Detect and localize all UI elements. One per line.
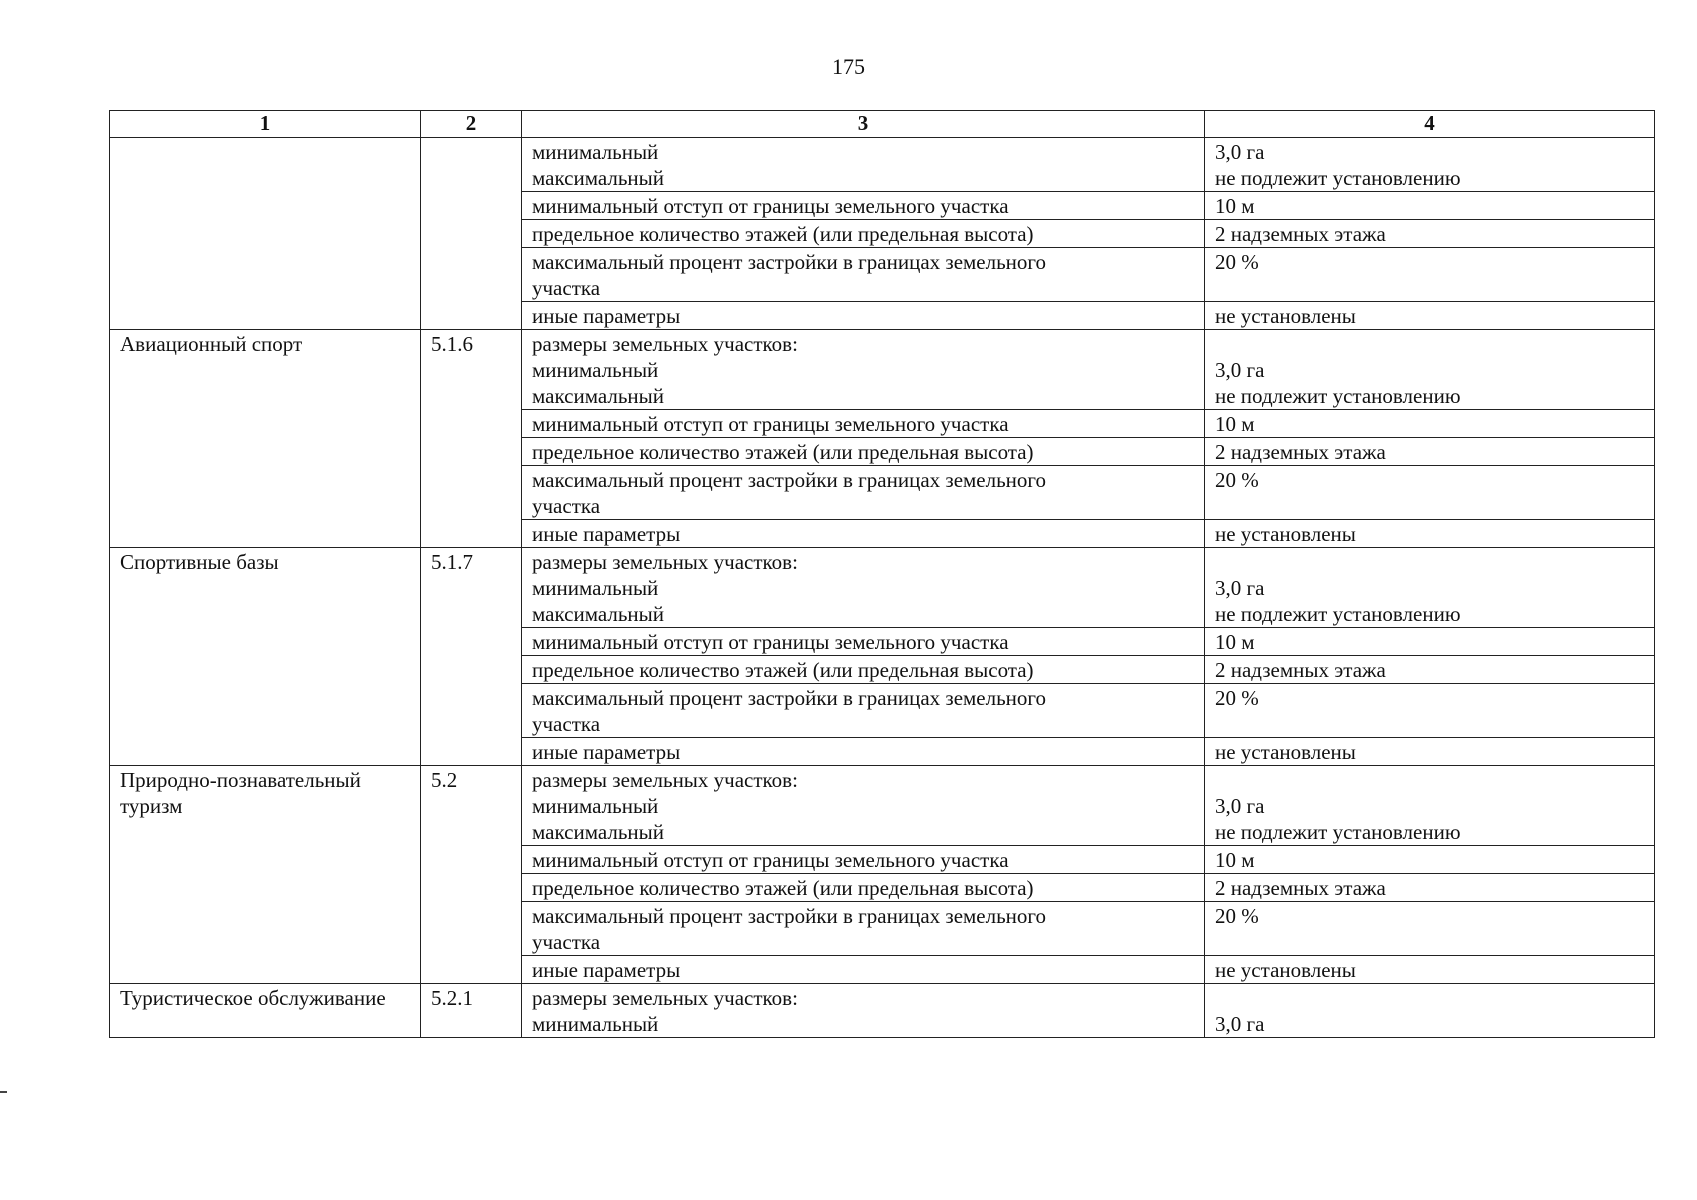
param-min-label: минимальный — [532, 1012, 659, 1036]
param-setback-label: минимальный отступ от границы земельного участка — [522, 410, 1205, 438]
value-min: 3,0 га — [1215, 1012, 1265, 1036]
value-setback: 10 м — [1205, 628, 1655, 656]
page-number: 175 — [832, 54, 865, 79]
param-sizes-label: размеры земельных участков: — [532, 332, 798, 356]
use-name-cell: Авиационный спорт — [110, 330, 421, 548]
param-setback-label: минимальный отступ от границы земельного участка — [522, 628, 1205, 656]
param-size-cell — [522, 766, 1205, 846]
table-row — [110, 138, 1655, 192]
param-max-label: максимальный — [532, 166, 664, 190]
param-coverage-label-line2: участка — [532, 930, 601, 954]
value-min: 3,0 га — [1215, 358, 1265, 382]
value-max: не подлежит установлению — [1215, 166, 1461, 190]
use-code-cell: 5.1.7 — [421, 548, 522, 766]
use-code-cell: 5.2.1 — [421, 984, 522, 1038]
use-code-cell — [421, 138, 522, 330]
value-floors: 2 надземных этажа — [1205, 874, 1655, 902]
header-row — [110, 111, 1655, 138]
use-name-cell: Спортивные базы — [110, 548, 421, 766]
value-other: не установлены — [1205, 302, 1655, 330]
use-name-cell — [110, 138, 421, 330]
param-sizes-label: размеры земельных участков: — [532, 768, 798, 792]
value-coverage: 20 % — [1205, 902, 1655, 956]
use-name-cell: Туристическое обслуживание — [110, 984, 421, 1038]
value-size-cell — [1205, 766, 1655, 846]
value-max: не подлежит установлению — [1215, 820, 1461, 844]
param-max-label: максимальный — [532, 384, 664, 408]
land-use-parameters-table — [109, 110, 1655, 1038]
value-coverage: 20 % — [1205, 248, 1655, 302]
param-size-cell — [522, 330, 1205, 410]
table-row — [110, 984, 1655, 1038]
param-min-label: минимальный — [532, 358, 659, 382]
param-coverage-cell — [522, 466, 1205, 520]
param-min-label: минимальный — [532, 794, 659, 818]
table-row — [110, 766, 1655, 846]
value-other: не установлены — [1205, 738, 1655, 766]
param-other-label: иные параметры — [522, 302, 1205, 330]
param-floors-label: предельное количество этажей (или предельная высота) — [522, 438, 1205, 466]
param-coverage-label-line1: максимальный процент застройки в границах земельного — [532, 250, 1047, 274]
param-coverage-label-line1: максимальный процент застройки в границах земельного — [532, 904, 1047, 928]
param-setback-label: минимальный отступ от границы земельного участка — [522, 192, 1205, 220]
param-coverage-label-line2: участка — [532, 276, 601, 300]
value-min: 3,0 га — [1215, 576, 1265, 600]
param-size-cell — [522, 138, 1205, 192]
value-max: не подлежит установлению — [1215, 384, 1461, 408]
value-min: 3,0 га — [1215, 140, 1265, 164]
header-col-4: 4 — [1205, 111, 1655, 138]
param-coverage-label-line2: участка — [532, 712, 601, 736]
value-max: не подлежит установлению — [1215, 602, 1461, 626]
value-setback: 10 м — [1205, 192, 1655, 220]
use-code-cell: 5.2 — [421, 766, 522, 984]
header-col-3: 3 — [522, 111, 1205, 138]
value-size-cell — [1205, 330, 1655, 410]
table-row — [110, 548, 1655, 628]
param-other-label: иные параметры — [522, 520, 1205, 548]
value-floors: 2 надземных этажа — [1205, 656, 1655, 684]
value-setback: 10 м — [1205, 410, 1655, 438]
value-coverage: 20 % — [1205, 684, 1655, 738]
header-col-1: 1 — [110, 111, 421, 138]
param-coverage-label-line1: максимальный процент застройки в границах земельного — [532, 686, 1047, 710]
param-min-label: минимальный — [532, 140, 659, 164]
param-setback-label: минимальный отступ от границы земельного участка — [522, 846, 1205, 874]
param-other-label: иные параметры — [522, 738, 1205, 766]
param-size-cell — [522, 548, 1205, 628]
margin-mark — [0, 1091, 7, 1093]
value-size-cell — [1205, 138, 1655, 192]
header-col-2: 2 — [421, 111, 522, 138]
value-coverage: 20 % — [1205, 466, 1655, 520]
param-floors-label: предельное количество этажей (или предельная высота) — [522, 656, 1205, 684]
param-size-cell — [522, 984, 1205, 1038]
value-other: не установлены — [1205, 520, 1655, 548]
value-floors: 2 надземных этажа — [1205, 220, 1655, 248]
param-max-label: максимальный — [532, 602, 664, 626]
param-coverage-cell — [522, 902, 1205, 956]
param-coverage-label-line1: максимальный процент застройки в границах земельного — [532, 468, 1047, 492]
param-other-label: иные параметры — [522, 956, 1205, 984]
value-size-cell — [1205, 984, 1655, 1038]
param-coverage-cell — [522, 684, 1205, 738]
param-coverage-label-line2: участка — [532, 494, 601, 518]
param-min-label: минимальный — [532, 576, 659, 600]
use-name-cell: Природно-познавательный туризм — [110, 766, 421, 984]
table-row — [110, 330, 1655, 410]
param-floors-label: предельное количество этажей (или предельная высота) — [522, 220, 1205, 248]
value-size-cell — [1205, 548, 1655, 628]
param-max-label: максимальный — [532, 820, 664, 844]
value-min: 3,0 га — [1215, 794, 1265, 818]
value-setback: 10 м — [1205, 846, 1655, 874]
param-sizes-label: размеры земельных участков: — [532, 986, 798, 1010]
param-sizes-label: размеры земельных участков: — [532, 550, 798, 574]
param-coverage-cell — [522, 248, 1205, 302]
use-code-cell: 5.1.6 — [421, 330, 522, 548]
value-other: не установлены — [1205, 956, 1655, 984]
value-floors: 2 надземных этажа — [1205, 438, 1655, 466]
param-floors-label: предельное количество этажей (или предельная высота) — [522, 874, 1205, 902]
